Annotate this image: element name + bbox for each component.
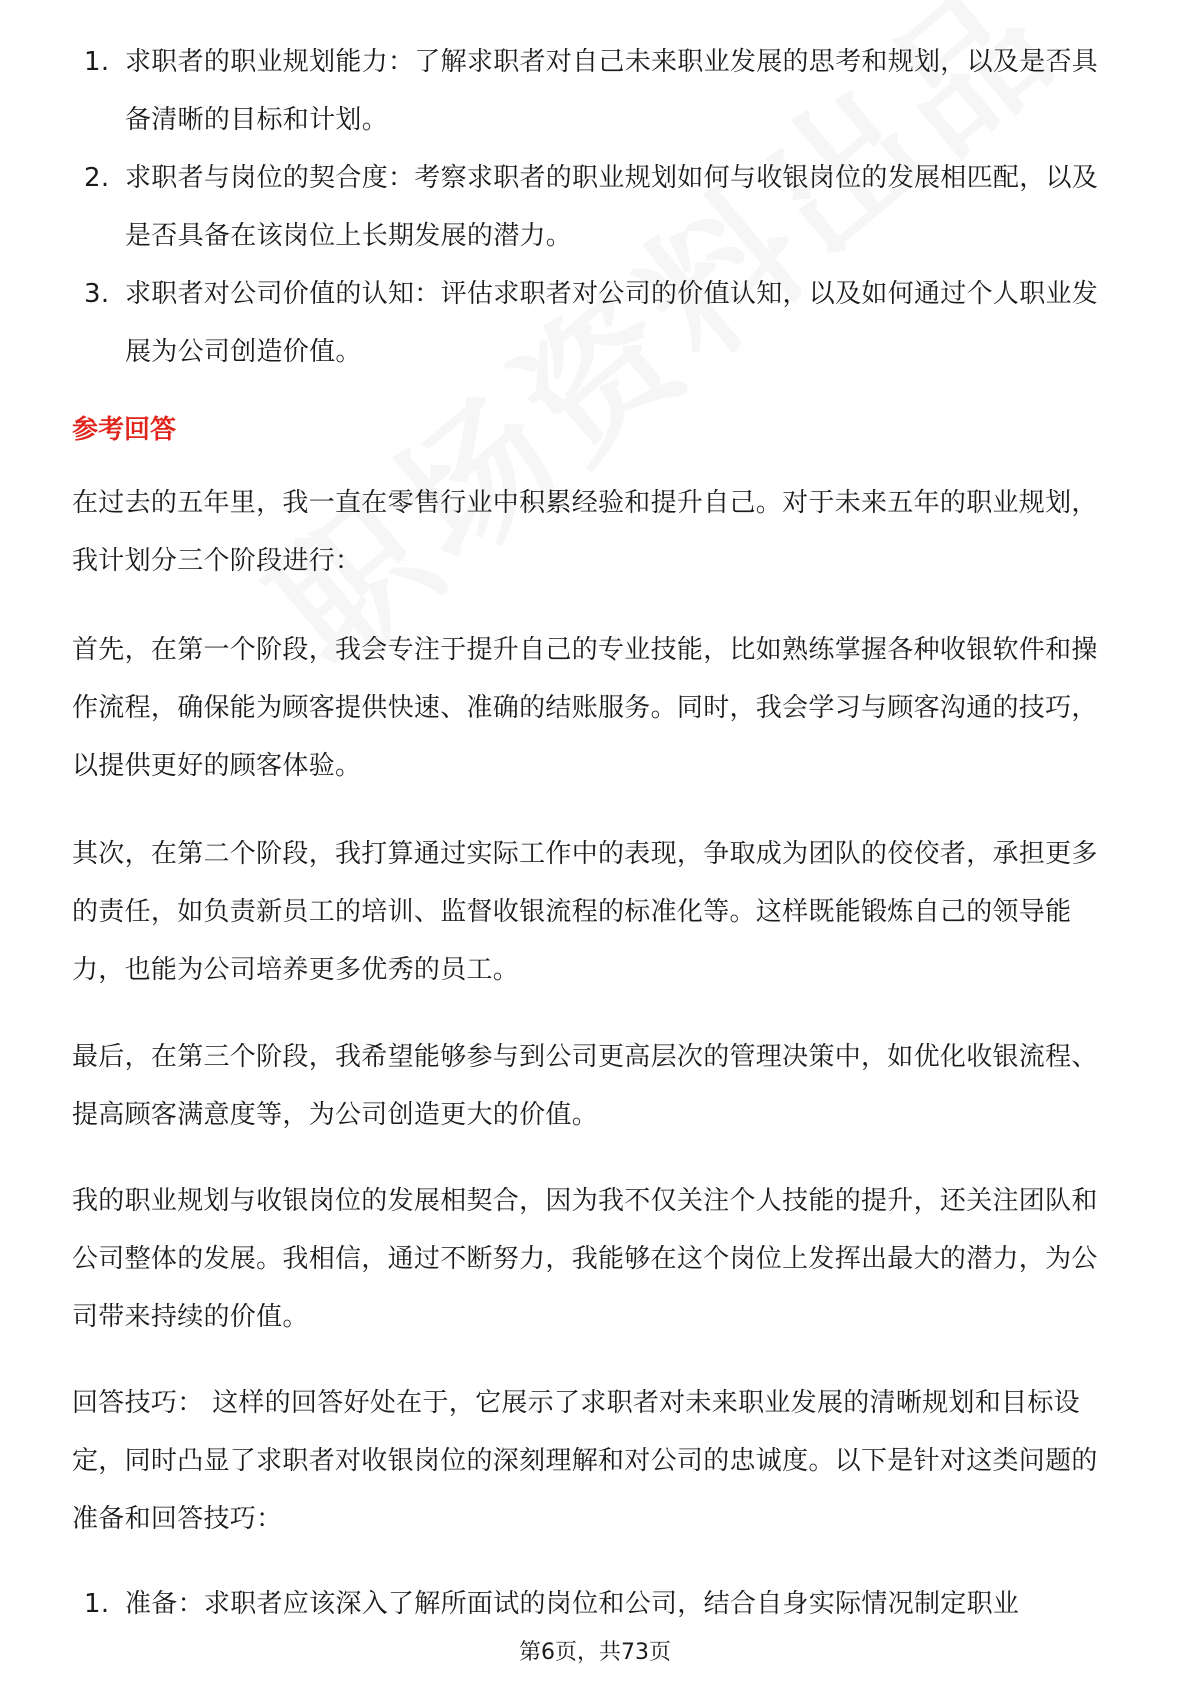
list-item — [0, 33, 1190, 149]
list-item-text: 求职者对公司价值的认知：评估求职者对公司的价值认知，以及如何通过个人职业发展为公司创造价值。 — [125, 279, 1099, 367]
list-number: 3. — [84, 279, 110, 309]
paragraph: 我的职业规划与收银岗位的发展相契合，因为我不仅关注个人技能的提升，还关注团队和公司整体的发展。我相信，通过不断努力，我能够在这个岗位上发挥出最大的潜力，为公司带来持续的价值。 — [72, 1186, 1098, 1332]
paragraph: 首先，在第一个阶段，我会专注于提升自己的专业技能，比如熟练掌握各种收银软件和操作流程，确保能为顾客提供快速、准确的结账服务。同时，我会学习与顾客沟通的技巧，以提供更好的顾客体验。 — [72, 635, 1098, 781]
page-number: 第6页，共73页 — [519, 1640, 671, 1665]
list-number: 1. — [84, 1589, 110, 1619]
list-item — [0, 1575, 1190, 1633]
paragraph: 最后，在第三个阶段，我希望能够参与到公司更高层次的管理决策中，如优化收银流程、提高顾客满意度等，为公司创造更大的价值。 — [72, 1042, 1098, 1130]
list-item — [0, 149, 1190, 265]
paragraph: 在过去的五年里，我一直在零售行业中积累经验和提升自己。对于未来五年的职业规划，我计划分三个阶段进行： — [72, 488, 1098, 576]
list-number: 1. — [84, 47, 110, 77]
tips-list — [0, 1575, 1190, 1633]
paragraph: 其次，在第二个阶段，我打算通过实际工作中的表现，争取成为团队的佼佼者，承担更多的责任，如负责新员工的培训、监督收银流程的标准化等。这样既能锻炼自己的领导能力，也能为公司培养更多优秀的员工。 — [72, 839, 1098, 985]
section-heading: 参考回答 — [72, 415, 177, 445]
list-number: 2. — [84, 163, 110, 193]
eval-points-list — [0, 33, 1190, 381]
list-item-text: 准备：求职者应该深入了解所面试的岗位和公司，结合自身实际情况制定职业 — [125, 1589, 1020, 1619]
list-item-text: 求职者的职业规划能力：了解求职者对自己未来职业发展的思考和规划，以及是否具备清晰的目标和计划。 — [125, 47, 1099, 135]
list-item-text: 求职者与岗位的契合度：考察求职者的职业规划如何与收银岗位的发展相匹配，以及是否具备在该岗位上长期发展的潜力。 — [125, 163, 1099, 251]
list-item — [0, 265, 1190, 381]
paragraph: 回答技巧： 这样的回答好处在于，它展示了求职者对未来职业发展的清晰规划和目标设定，同时凸显了求职者对收银岗位的深刻理解和对公司的忠诚度。以下是针对这类问题的准备和回答技巧： — [72, 1388, 1098, 1534]
